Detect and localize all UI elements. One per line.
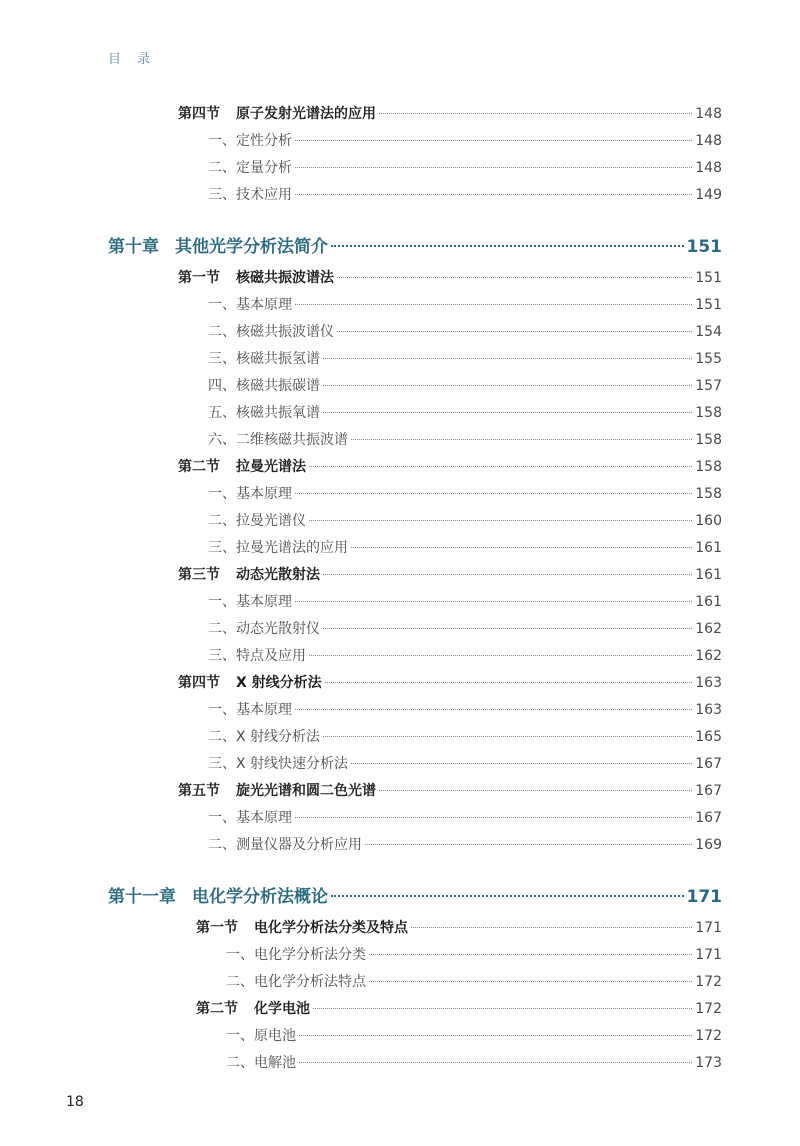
dot-leader bbox=[313, 1008, 692, 1009]
toc-section-row[interactable] bbox=[0, 778, 722, 805]
toc-entry-number: 第一节 bbox=[196, 920, 238, 936]
toc-entry-label bbox=[208, 832, 362, 859]
toc-subsection-row[interactable] bbox=[0, 697, 722, 724]
dot-leader bbox=[369, 981, 692, 982]
toc-entry-label bbox=[208, 427, 348, 454]
toc-subsection-row[interactable] bbox=[0, 400, 722, 427]
page-number: 18 bbox=[66, 1094, 84, 1110]
toc-subsection-row[interactable] bbox=[0, 589, 722, 616]
toc-page-number: 163 bbox=[695, 675, 722, 691]
toc-entry-title: 动态光散射法 bbox=[236, 567, 320, 583]
toc-entry-number: 第二节 bbox=[178, 459, 220, 475]
dot-leader bbox=[299, 1062, 692, 1063]
dot-leader bbox=[323, 574, 692, 575]
toc-entry-title: 二、定量分析 bbox=[208, 160, 292, 176]
toc-entry-label bbox=[108, 882, 328, 912]
dot-leader bbox=[323, 358, 692, 359]
toc-entry-label bbox=[208, 373, 320, 400]
toc-entry-title: 旋光光谱和圆二色光谱 bbox=[236, 783, 376, 799]
toc-section-row[interactable] bbox=[0, 562, 722, 589]
dot-leader bbox=[379, 113, 692, 114]
toc-entry-label bbox=[208, 805, 292, 832]
toc-entry-label bbox=[208, 128, 292, 155]
toc-block-chapter-9-continued bbox=[0, 101, 722, 209]
dot-leader bbox=[325, 682, 693, 683]
toc-subsection-row[interactable] bbox=[0, 1050, 722, 1077]
toc-page-number: 151 bbox=[695, 270, 722, 286]
toc-entry-title: 一、电化学分析法分类 bbox=[226, 947, 366, 963]
dot-leader bbox=[331, 245, 684, 247]
toc-entry-title: 电化学分析法分类及特点 bbox=[254, 920, 408, 936]
toc-section-row[interactable] bbox=[0, 996, 722, 1023]
toc-page-number: 151 bbox=[695, 297, 722, 313]
toc-subsection-row[interactable] bbox=[0, 969, 722, 996]
toc-subsection-row[interactable] bbox=[0, 724, 722, 751]
toc-entry-label bbox=[178, 670, 322, 697]
toc-entry-label bbox=[208, 346, 320, 373]
toc-entry-label bbox=[226, 969, 366, 996]
toc-entry-number: 第十章 bbox=[108, 237, 159, 257]
toc-entry-title: X 射线分析法 bbox=[236, 675, 322, 691]
toc-page-number: 157 bbox=[695, 378, 722, 394]
toc-block-chapter-11 bbox=[0, 882, 722, 1077]
toc-entry-title: 三、核磁共振氢谱 bbox=[208, 351, 320, 367]
toc-page-number: 160 bbox=[695, 513, 722, 529]
toc-entry-label bbox=[178, 265, 334, 292]
toc-page-number: 158 bbox=[695, 459, 722, 475]
toc-page-number: 158 bbox=[695, 405, 722, 421]
toc-subsection-row[interactable] bbox=[0, 942, 722, 969]
toc-entry-title: 核磁共振波谱法 bbox=[236, 270, 334, 286]
toc-entry-number: 第二节 bbox=[196, 1001, 238, 1017]
toc-page-number: 148 bbox=[695, 133, 722, 149]
toc-entry-title: 二、动态光散射仪 bbox=[208, 621, 320, 637]
toc-entry-title: 二、拉曼光谱仪 bbox=[208, 513, 306, 529]
toc-subsection-row[interactable] bbox=[0, 616, 722, 643]
toc-subsection-row[interactable] bbox=[0, 373, 722, 400]
dot-leader bbox=[351, 763, 692, 764]
toc-entry-title: 六、二维核磁共振波谱 bbox=[208, 432, 348, 448]
dot-leader bbox=[295, 194, 692, 195]
toc-entry-label bbox=[178, 778, 376, 805]
toc-section-row[interactable] bbox=[0, 915, 722, 942]
toc-entry-title: 一、基本原理 bbox=[208, 486, 292, 502]
toc-subsection-row[interactable] bbox=[0, 319, 722, 346]
toc-entry-title: 二、电解池 bbox=[226, 1055, 296, 1071]
toc-page-number: 161 bbox=[695, 540, 722, 556]
toc-entry-title: 三、技术应用 bbox=[208, 187, 292, 203]
toc-entry-number: 第十一章 bbox=[108, 887, 176, 907]
toc-subsection-row[interactable] bbox=[0, 155, 722, 182]
dot-leader bbox=[337, 277, 692, 278]
toc-entry-label bbox=[208, 697, 292, 724]
dot-leader bbox=[309, 466, 692, 467]
toc-entry-label bbox=[208, 508, 306, 535]
toc-page-number: 163 bbox=[695, 702, 722, 718]
toc-entry-label bbox=[208, 643, 306, 670]
toc-page-number: 154 bbox=[695, 324, 722, 340]
toc-chapter-row[interactable] bbox=[0, 882, 722, 912]
toc-page-number: 148 bbox=[695, 160, 722, 176]
dot-leader bbox=[323, 736, 692, 737]
dot-leader bbox=[309, 655, 692, 656]
toc-entry-label bbox=[208, 589, 292, 616]
toc-subsection-row[interactable] bbox=[0, 128, 722, 155]
toc-entry-title: 三、特点及应用 bbox=[208, 648, 306, 664]
toc-entry-label bbox=[208, 155, 292, 182]
toc-entry-label bbox=[226, 1023, 296, 1050]
toc-entry-title: 一、基本原理 bbox=[208, 594, 292, 610]
dot-leader bbox=[379, 790, 692, 791]
toc-entry-label bbox=[208, 535, 348, 562]
toc-entry-title: 二、电化学分析法特点 bbox=[226, 974, 366, 990]
toc-subsection-row[interactable] bbox=[0, 1023, 722, 1050]
table-of-contents bbox=[0, 101, 722, 1077]
toc-entry-title: 二、X 射线分析法 bbox=[208, 729, 321, 745]
toc-entry-label bbox=[208, 292, 292, 319]
toc-subsection-row[interactable] bbox=[0, 643, 722, 670]
toc-chapter-row[interactable] bbox=[0, 232, 722, 262]
toc-page-number: 172 bbox=[695, 1028, 722, 1044]
toc-page-number: 161 bbox=[695, 567, 722, 583]
toc-page-number: 165 bbox=[695, 729, 722, 745]
dot-leader bbox=[365, 844, 692, 845]
toc-entry-number: 第三节 bbox=[178, 567, 220, 583]
toc-entry-label bbox=[196, 915, 408, 942]
toc-section-row[interactable] bbox=[0, 454, 722, 481]
toc-entry-number: 第四节 bbox=[178, 106, 220, 122]
dot-leader bbox=[337, 331, 692, 332]
toc-section-row[interactable] bbox=[0, 265, 722, 292]
toc-page-number: 171 bbox=[695, 920, 722, 936]
toc-page-number: 158 bbox=[695, 432, 722, 448]
running-header: 目 录 bbox=[108, 52, 157, 67]
toc-entry-title: 二、核磁共振波谱仪 bbox=[208, 324, 334, 340]
toc-entry-title: 一、定性分析 bbox=[208, 133, 292, 149]
toc-entry-label bbox=[108, 232, 328, 262]
toc-entry-label bbox=[196, 996, 310, 1023]
dot-leader bbox=[295, 493, 692, 494]
dot-leader bbox=[295, 601, 692, 602]
toc-page-number: 171 bbox=[695, 947, 722, 963]
dot-leader bbox=[331, 895, 684, 897]
toc-page-number: 162 bbox=[695, 621, 722, 637]
toc-page-number: 148 bbox=[695, 106, 722, 122]
toc-block-chapter-10 bbox=[0, 232, 722, 859]
toc-page-number: 155 bbox=[695, 351, 722, 367]
toc-page-number: 162 bbox=[695, 648, 722, 664]
dot-leader bbox=[351, 547, 692, 548]
toc-page-number: 167 bbox=[695, 756, 722, 772]
toc-subsection-row[interactable] bbox=[0, 508, 722, 535]
toc-entry-label bbox=[208, 751, 348, 778]
toc-entry-label bbox=[208, 319, 334, 346]
toc-entry-label bbox=[208, 400, 320, 427]
dot-leader bbox=[295, 167, 692, 168]
toc-entry-title: 化学电池 bbox=[254, 1001, 310, 1017]
toc-page-number: 172 bbox=[695, 974, 722, 990]
toc-page-number: 171 bbox=[686, 887, 722, 907]
toc-entry-title: 三、X 射线快速分析法 bbox=[208, 756, 349, 772]
toc-page-number: 173 bbox=[695, 1055, 722, 1071]
toc-subsection-row[interactable] bbox=[0, 182, 722, 209]
toc-section-row[interactable] bbox=[0, 101, 722, 128]
toc-entry-title: 一、基本原理 bbox=[208, 297, 292, 313]
dot-leader bbox=[323, 412, 692, 413]
toc-subsection-row[interactable] bbox=[0, 535, 722, 562]
toc-subsection-row[interactable] bbox=[0, 346, 722, 373]
toc-entry-label bbox=[226, 1050, 296, 1077]
toc-entry-label bbox=[208, 724, 320, 751]
dot-leader bbox=[309, 520, 692, 521]
toc-subsection-row[interactable] bbox=[0, 751, 722, 778]
toc-entry-label bbox=[178, 454, 306, 481]
dot-leader bbox=[351, 439, 692, 440]
toc-entry-title: 一、原电池 bbox=[226, 1028, 296, 1044]
toc-page-number: 172 bbox=[695, 1001, 722, 1017]
dot-leader bbox=[295, 140, 692, 141]
toc-entry-number: 第四节 bbox=[178, 675, 220, 691]
toc-entry-label bbox=[178, 562, 320, 589]
toc-entry-title: 拉曼光谱法 bbox=[236, 459, 306, 475]
toc-subsection-row[interactable] bbox=[0, 481, 722, 508]
toc-page-number: 161 bbox=[695, 594, 722, 610]
toc-entry-label bbox=[208, 616, 320, 643]
toc-entry-label bbox=[208, 182, 292, 209]
dot-leader bbox=[323, 628, 692, 629]
dot-leader bbox=[411, 927, 692, 928]
dot-leader bbox=[299, 1035, 692, 1036]
toc-page-number: 149 bbox=[695, 187, 722, 203]
dot-leader bbox=[323, 385, 692, 386]
toc-subsection-row[interactable] bbox=[0, 427, 722, 454]
toc-subsection-row[interactable] bbox=[0, 805, 722, 832]
toc-entry-title: 电化学分析法概论 bbox=[192, 887, 328, 907]
toc-entry-title: 一、基本原理 bbox=[208, 810, 292, 826]
toc-entry-label bbox=[208, 481, 292, 508]
toc-entry-label bbox=[178, 101, 376, 128]
toc-entry-title: 一、基本原理 bbox=[208, 702, 292, 718]
toc-entry-number: 第五节 bbox=[178, 783, 220, 799]
toc-entry-title: 四、核磁共振碳谱 bbox=[208, 378, 320, 394]
toc-entry-title: 其他光学分析法简介 bbox=[175, 237, 328, 257]
toc-page-number: 167 bbox=[695, 810, 722, 826]
dot-leader bbox=[369, 954, 692, 955]
toc-page-number: 167 bbox=[695, 783, 722, 799]
toc-entry-title: 五、核磁共振氧谱 bbox=[208, 405, 320, 421]
toc-subsection-row[interactable] bbox=[0, 292, 722, 319]
dot-leader bbox=[295, 709, 692, 710]
toc-entry-number: 第一节 bbox=[178, 270, 220, 286]
toc-page-number: 151 bbox=[686, 237, 722, 257]
toc-section-row[interactable] bbox=[0, 670, 722, 697]
toc-entry-title: 二、测量仪器及分析应用 bbox=[208, 837, 362, 853]
toc-entry-title: 原子发射光谱法的应用 bbox=[236, 106, 376, 122]
toc-subsection-row[interactable] bbox=[0, 832, 722, 859]
toc-page-number: 158 bbox=[695, 486, 722, 502]
toc-entry-label bbox=[226, 942, 366, 969]
toc-entry-title: 三、拉曼光谱法的应用 bbox=[208, 540, 348, 556]
dot-leader bbox=[295, 817, 692, 818]
dot-leader bbox=[295, 304, 692, 305]
toc-page-number: 169 bbox=[695, 837, 722, 853]
